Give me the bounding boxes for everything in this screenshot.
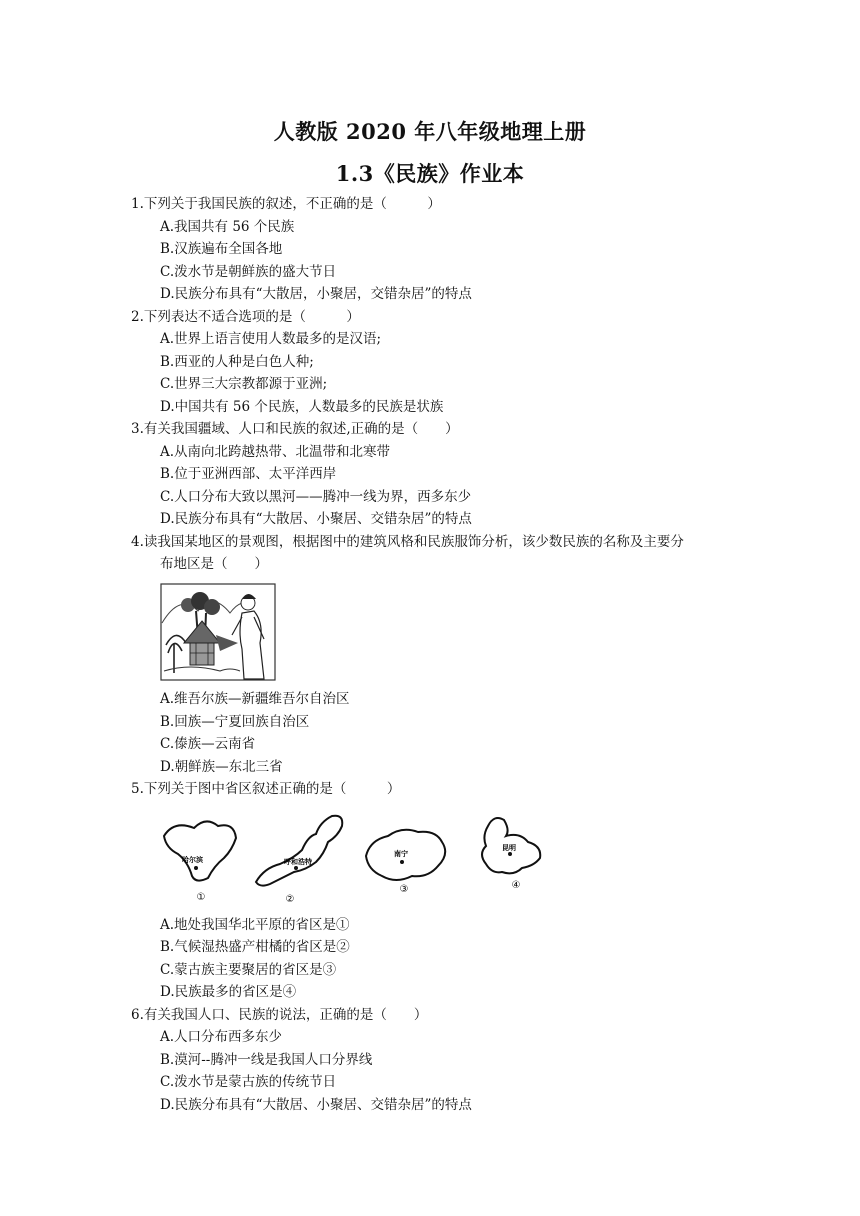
province-map-4 [482,818,540,891]
question-1-option-c: C.泼水节是朝鲜族的盛大节日 [160,264,337,280]
question-3-option-c: C.人口分布大致以黑河——腾冲一线为界，西多东少 [160,489,472,505]
question-3-option-d: D.民族分布具有“大散居、小聚居、交错杂居”的特点 [160,511,472,527]
map-label-4: 昆明 [502,844,516,852]
question-5-option-c: C.蒙古族主要聚居的省区是③ [160,962,337,978]
question-5-option-a: A.地处我国华北平原的省区是① [160,917,350,933]
question-6-option-d: D.民族分布具有“大散居、小聚居、交错杂居”的特点 [160,1097,472,1113]
map-label-3: 南宁 [394,850,408,858]
map-label-2: 呼和浩特 [284,858,312,866]
question-5-option-b: B.气候湿热盛产柑橘的省区是② [160,939,350,955]
province-map-1 [164,821,236,903]
map-number-3: ③ [399,884,409,895]
map-label-1: 哈尔滨 [182,856,203,864]
question-4-option-a: A.维吾尔族—新疆维吾尔自治区 [160,691,350,707]
question-6-option-c: C.泼水节是蒙古族的传统节日 [160,1074,337,1090]
question-2-option-c: C.世界三大宗教都源于亚洲; [160,376,328,392]
map-number-1: ① [196,892,206,903]
question-2-option-a: A.世界上语言使用人数最多的是汉语; [160,331,382,347]
question-4-option-b: B.回族—宁夏回族自治区 [160,714,310,730]
question-6-option-b: B.漠河--腾冲一线是我国人口分界线 [160,1052,373,1068]
document-title: 人教版 2020 年八年级地理上册 [273,119,587,144]
question-2-stem: 2.下列表达不适合选项的是（ ） [131,309,360,325]
question-3-option-a: A.从南向北跨越热带、北温带和北寒带 [160,444,391,460]
question-3-stem: 3.有关我国疆域、人口和民族的叙述,正确的是（ ） [131,421,459,437]
question-3-option-b: B.位于亚洲西部、太平洋西岸 [160,466,337,482]
question-5-option-d: D.民族最多的省区是④ [160,984,297,1000]
question-2-option-d: D.中国共有 56 个民族，人数最多的民族是状族 [160,399,444,415]
question-5-stem: 5.下列关于图中省区叙述正确的是（ ） [131,781,401,797]
question-1-option-a: A.我国共有 56 个民族 [160,219,295,235]
question-4-stem-continued: 布地区是（ ） [160,556,268,572]
map-number-4: ④ [511,880,521,891]
question-4-stem: 4.读我国某地区的景观图，根据图中的建筑风格和民族服饰分析，该少数民族的名称及主要分 [131,534,684,550]
landscape-illustration [160,583,276,681]
document-subtitle: 1.3《民族》作业本 [335,161,525,186]
province-map-3 [366,830,445,895]
province-outline-maps [156,806,556,906]
question-1-stem: 1.下列关于我国民族的叙述，不正确的是（ ） [131,196,441,212]
question-6-stem: 6.有关我国人口、民族的说法，正确的是（ ） [131,1007,428,1023]
question-4-option-d: D.朝鲜族—东北三省 [160,759,283,775]
question-6-option-a: A.人口分布西多东少 [160,1029,283,1045]
question-4-option-c: C.傣族—云南省 [160,736,256,752]
question-1-option-b: B.汉族遍布全国各地 [160,241,283,257]
map-number-2: ② [285,894,295,905]
province-map-2 [256,816,342,905]
question-2-option-b: B.西亚的人种是白色人种; [160,354,314,370]
question-1-option-d: D.民族分布具有“大散居，小聚居，交错杂居”的特点 [160,286,472,302]
